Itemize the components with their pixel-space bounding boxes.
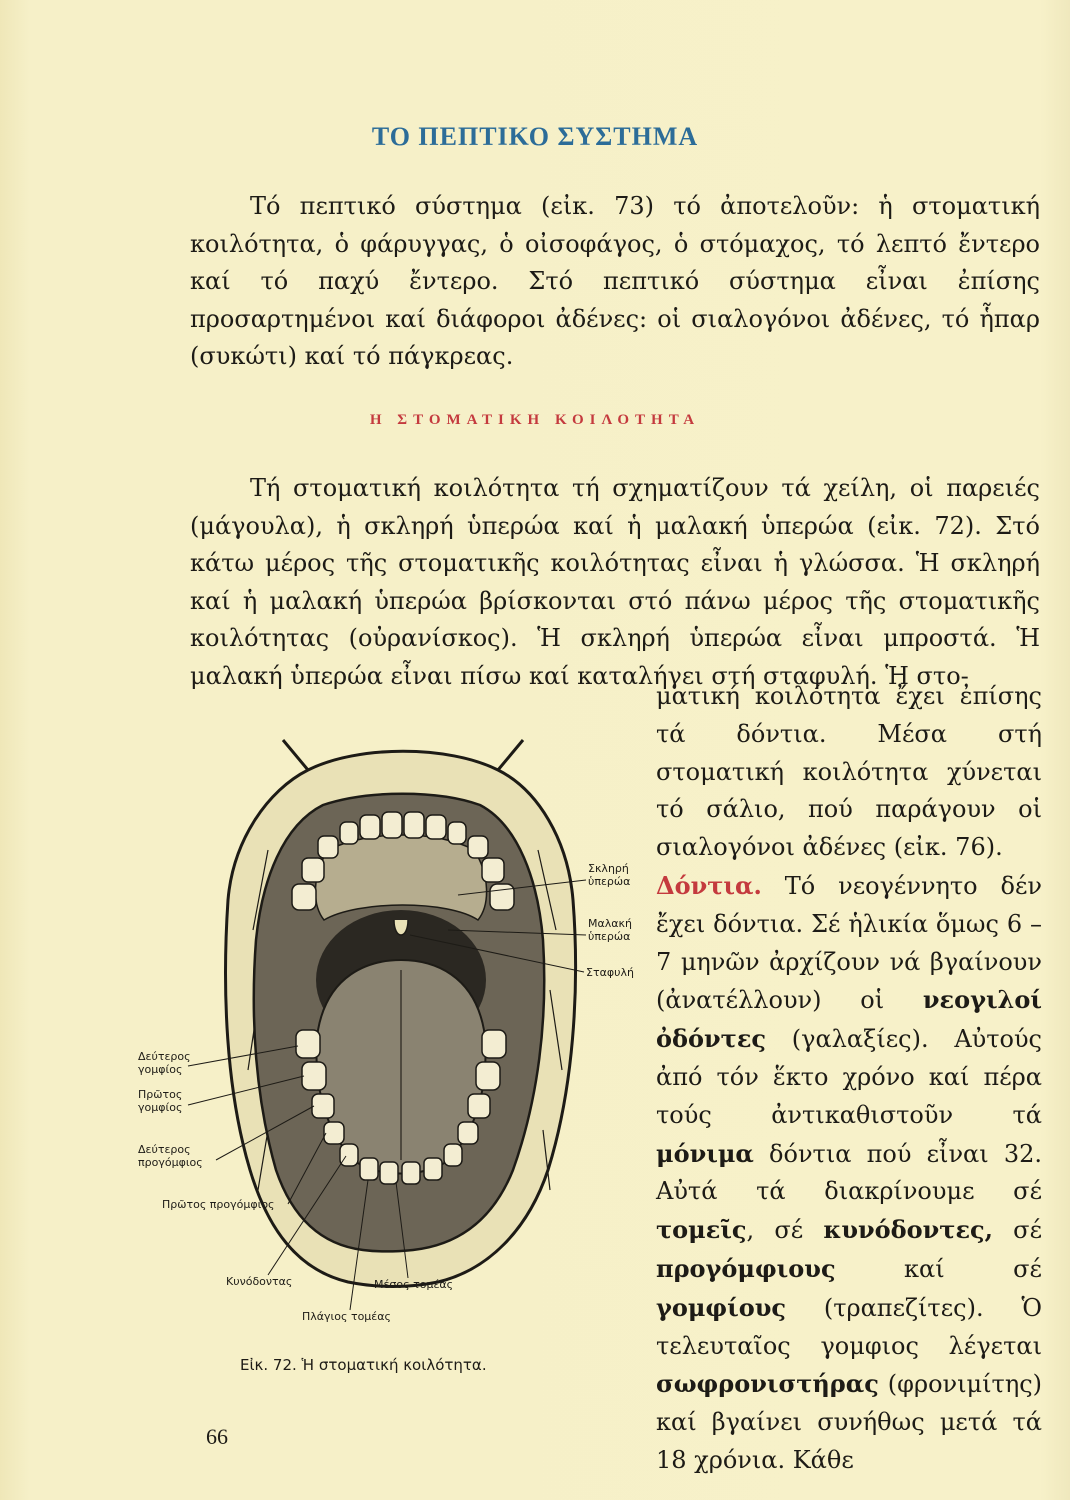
label-canine: Κυνόδοντας <box>226 1275 293 1288</box>
teeth-text-4: , σέ <box>746 1216 824 1245</box>
teeth-text-8: (φρονιμίτης) καί βγαίνει συνήθως μετά τά 18 χρόνια. Κάθε <box>656 1370 1042 1474</box>
term-milk-teeth: νεογιλοί ὀδόντες <box>656 985 1042 1054</box>
mouth-illustration <box>118 730 658 1390</box>
teeth-text-1: Τό νεογέννητο δέν ἔχει δόντια. Σέ ἡλικία ὅμως 6 – 7 μηνῶν ἀρχίζουν νά βγαίνουν (ἀνατέλλουν) οἱ <box>656 871 1042 1015</box>
teeth-paragraph <box>656 867 1042 1480</box>
term-permanent: μόνιμα <box>656 1138 754 1168</box>
right-column-text <box>656 678 1042 1480</box>
label-uvula: Σταφυλή <box>586 966 634 979</box>
label-second-premolar-1: Δεύτερος <box>138 1143 191 1156</box>
page-number: 66 <box>206 1424 228 1449</box>
intro-paragraph: Τό πεπτικό σύστημα (εἰκ. 73) τό ἀποτελοῦν: ἡ στοματική κοιλότητα, ὁ φάρυγγας, ὁ οἰσοφάγος, ὁ στόμαχος, τό λεπτό ἔντερο καί τό παχύ ἔντερο. Στό πεπτικό σύστημα εἶναι ἐπίσης προσαρτημένοι καί διάφοροι ἀδένες: οἱ σιαλογόνοι ἀδένες, τό ἧπαρ (συκώτι) καί τό πάγκρεας. <box>190 192 1040 370</box>
mouth-paragraph-continued: ματική κοιλότητα ἔχει ἐπίσης τά δόντια. Μέσα στή στοματική κοιλότητα χύνεται τό σάλιο, πού παράγουν οἱ σιαλογόνοι ἀδένες (εἰκ. 76). <box>656 682 1042 862</box>
label-soft-palate-1: Μαλακή <box>588 917 632 930</box>
label-first-premolar: Πρῶτος προγόμφιος <box>162 1198 275 1211</box>
term-premolars: προγόμφιους <box>656 1253 836 1283</box>
figure-caption: Εἰκ. 72. Ἡ στοματική κοιλότητα. <box>240 1356 487 1374</box>
label-second-molar-2: γομφίος <box>138 1063 183 1076</box>
teeth-text-3: δόντια πού εἶναι 32. Αὐτά τά διακρίνουμε σέ <box>656 1139 1042 1206</box>
mouth-diagram-svg <box>118 730 658 1350</box>
label-hard-palate-2: ὑπερώα <box>588 875 631 888</box>
label-second-premolar-2: προγόμφιος <box>138 1156 203 1169</box>
teeth-text-6: καί σέ <box>835 1254 1042 1283</box>
term-wisdom-tooth: σωφρονιστήρας <box>656 1369 879 1399</box>
teeth-heading: Δόντια. <box>656 870 762 900</box>
label-second-molar-1: Δεύτερος <box>138 1050 191 1063</box>
label-lateral-incisor: Πλάγιος τομέας <box>302 1310 391 1323</box>
teeth-text-7: (τραπεζίτες). Ὁ τελευταῖος γομφιος λέγεται <box>656 1293 1042 1360</box>
term-canines: κυνόδοντες, <box>823 1215 994 1245</box>
label-central-incisor: Μέσος τομέας <box>374 1278 454 1291</box>
label-soft-palate-2: ὑπερώα <box>588 930 631 943</box>
section-heading: Η ΣΤΟΜΑΤΙΚΗ ΚΟΙΛΟΤΗΤΑ <box>369 412 701 428</box>
term-molars: γομφίους <box>656 1292 787 1322</box>
label-first-molar-1: Πρῶτος <box>138 1088 183 1101</box>
mouth-paragraph: Τή στοματική κοιλότητα τή σχηματίζουν τά χείλη, οἱ παρειές (μάγουλα), ἡ σκληρή ὑπερώα καί ἡ μαλακή ὑπερώα (εἰκ. 72). Στό κάτω μέρος τῆς στοματικῆς κοιλότητας εἶναι ἡ γλώσσα. Ἡ σκληρή καί ἡ μαλακή ὑπερώα βρίσκονται στό πάνω μέρος τῆς στοματικῆς κοιλότητας (οὐρανίσκος). Ἡ σκληρή ὑπερώα εἶναι μπροστά. Ἡ μαλακή ὑπερώα εἶναι πίσω καί καταλήγει στή σταφυλή. Ἡ στο- <box>190 474 1040 690</box>
teeth-text-2: (γαλαξίες). Αὐτούς ἀπό τόν ἕκτο χρόνο καί πέρα τούς ἀντικαθιστοῦν τά <box>656 1025 1042 1129</box>
teeth-text-5: σέ <box>993 1216 1042 1245</box>
label-first-molar-2: γομφίος <box>138 1101 183 1114</box>
chapter-title: ΤΟ ΠΕΠΤΙΚΟ ΣΥΣΤΗΜΑ <box>371 122 699 151</box>
label-hard-palate-1: Σκληρή <box>588 862 629 875</box>
term-incisors: τομεῖς <box>656 1215 747 1245</box>
